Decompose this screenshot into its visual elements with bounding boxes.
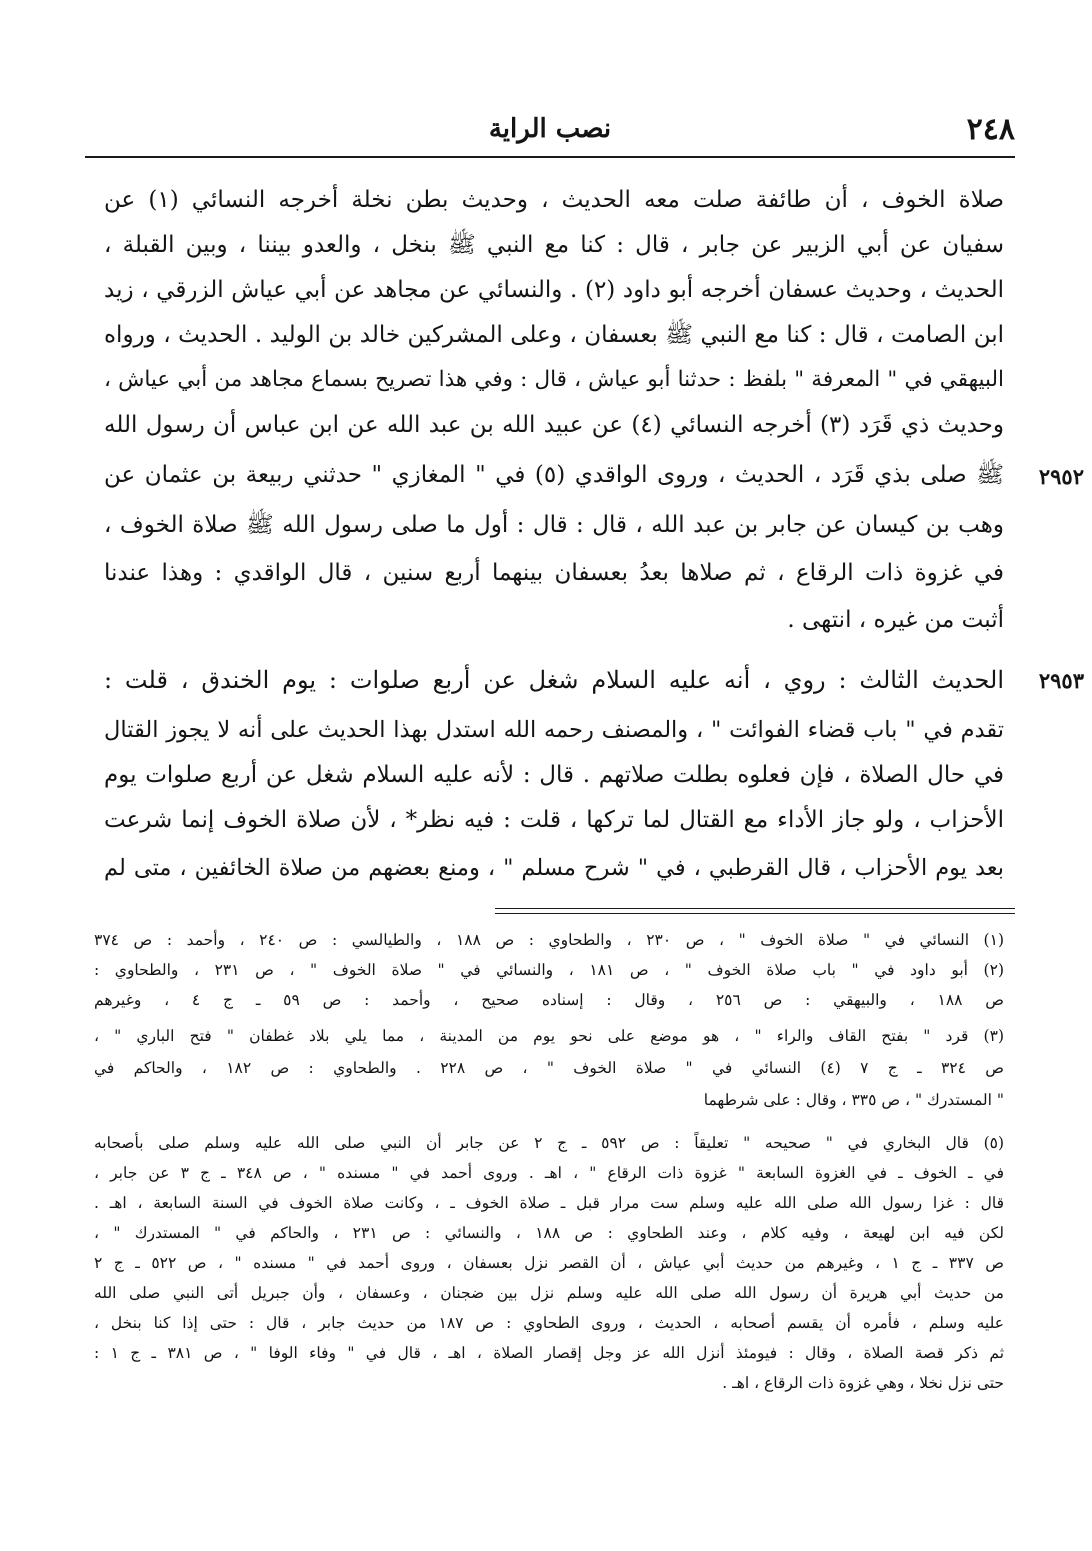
footnote-line: (٣) قرد " بفتح القاف والراء " ، هو موضع على نحو يوم من المدينة ، مما يلي بلاد غطفان " فتح الباري " ، [94,1027,1004,1045]
hadith-heading-line: الحديث الثالث : روي ، أنه عليه السلام شغل عن أربع صلوات : يوم الخندق ، قلت : [104,666,1004,694]
margin-number-2953: ٢٩٥٣ [1038,668,1084,693]
footnote-line: لكن فيه ابن لهيعة ، وفيه كلام ، وعند الطحاوي : ص ١٨٨ ، والنسائي : ص ٢٣١ ، والحاكم في " المستدرك " ، [94,1224,1004,1242]
hadith-line: في حال الصلاة ، فإن فعلوه بطلت صلاتهم . قال : لأنه عليه السلام شغل عن أربع صلوات يوم [104,762,1004,788]
hadith-line: بعد يوم الأحزاب ، قال القرطبي ، في " شرح مسلم " ، ومنع بعضهم من صلاة الخائفين ، متى لم [104,855,1004,881]
header-rule [85,156,1015,158]
footnote-line: ص ٣٢٤ ـ ج ٧ (٤) النسائي في " صلاة الخوف " ، ص ٢٢٨ . والطحاوي : ص ١٨٢ ، والحاكم في [94,1059,1004,1077]
footnote-line: (٢) أبو داود في " باب صلاة الخوف " ، ص ١٨١ ، والنسائي في " صلاة الخوف " ، ص ٢٣١ ، والطحاوي : [94,961,1004,979]
footnote-line: ص ٣٣٧ ـ ج ١ ، وغيرهم من حديث أبي عياش ، أن القصر نزل بعسفان ، وروى أحمد في " مسنده " ، ص ٥٢٢ ـ ج ٢ [94,1254,1004,1272]
body-line: وهب بن كيسان عن جابر بن عبد الله ، قال : قال : أول ما صلى رسول الله ﷺ صلاة الخوف ، [104,512,1004,538]
hadith-line: تقدم في " باب قضاء الفوائت " ، والمصنف رحمه الله استدل بهذا الحديث على أنه لا يجوز القتال [104,717,1004,743]
footnote-line: قال : غزا رسول الله صلى الله عليه وسلم ست مرار قبل ـ صلاة الخوف ـ ، وكانت صلاة الخوف في السنة السابعة ، اهـ . [94,1194,1004,1212]
hadith-line: الأحزاب ، ولو جاز الأداء مع القتال لما تركها ، قلت : فيه نظر* ، لأن صلاة الخوف إنما شرعت [104,807,1004,833]
footnote-line: (١) النسائي في " صلاة الخوف " ، ص ٢٣٠ ، والطحاوي : ص ١٨٨ ، والطيالسي : ص ٢٤٠ ، وأحمد : ص ٣٧٤ [94,931,1004,949]
body-line: سفيان عن أبي الزبير عن جابر ، قال : كنا مع النبي ﷺ بنخل ، والعدو بيننا ، وبين القبلة ، [104,232,1004,258]
body-line: وحديث ذي قَرَد (٣) أخرجه النسائي (٤) عن عبيد الله بن عبد الله عن ابن عباس أن رسول الله [104,412,1004,438]
footnote-line: في ـ الخوف ـ في الغزوة السابعة " غزوة ذات الرقاع " ، اهـ . وروى أحمد في " مسنده " ، ص ٣٤٨ ـ ج ٣ عن جابر ، [94,1164,1004,1182]
footnote-line: من حديث أبي هريرة أن رسول الله صلى الله عليه وسلم نزل بين ضجنان ، وعسفان ، وأن جبريل أتى النبي صلى الله [94,1284,1004,1302]
footnote-line: عليه وسلم ، فأمره أن يقسم أصحابه ، الحديث ، وروى الطحاوي : ص ١٨٧ من حديث جابر ، قال : حتى إذا كنا بنخل ، [94,1314,1004,1332]
body-line: أثبت من غيره ، انتهى . [787,607,1004,633]
footnote-line: حتى نزل نخلا ، وهي غزوة ذات الرقاع ، اهـ . [722,1374,1004,1392]
footnote-separator [495,908,1015,909]
footnote-line: ص ١٨٨ ، والبيهقي : ص ٢٥٦ ، وقال : إسناده صحيح ، وأحمد : ص ٥٩ ـ ج ٤ ، وغيرهم [94,991,1004,1009]
body-line: ﷺ صلى بذي قَرَد ، الحديث ، وروى الواقدي (٥) في " المغازي " حدثني ربيعة بن عثمان عن [104,462,1004,488]
page-number: ٢٤٨ [966,112,1015,147]
body-line: ابن الصامت ، قال : كنا مع النبي ﷺ بعسفان ، وعلى المشركين خالد بن الوليد . الحديث ، ورواه [104,322,1004,348]
footnote-line: (٥) قال البخاري في " صحيحه " تعليقاً : ص ٥٩٢ ـ ج ٢ عن جابر أن النبي صلى الله عليه وسلم صلى بأصحابه [94,1134,1004,1152]
book-title: نصب الراية [488,114,612,144]
footnote-separator-inner [495,913,1015,914]
footnote-line: " المستدرك " ، ص ٣٣٥ ، وقال : على شرطهما [703,1091,1004,1109]
footnote-line: ثم ذكر قصة الصلاة ، وقال : فيومئذ أنزل الله عز وجل إقصار الصلاة ، اهـ ، قال في " وفاء الوفا " ، ص ٣٨١ ـ ج ١ : [94,1344,1004,1362]
body-line: الحديث ، وحديث عسفان أخرجه أبو داود (٢) . والنسائي عن مجاهد عن أبي عياش الزرقي ، زيد [104,277,1004,303]
body-line: البيهقي في " المعرفة " بلفظ : حدثنا أبو عياش ، قال : وفي هذا تصريح بسماع مجاهد من أبي عياش ، [104,367,1004,392]
body-line: في غزوة ذات الرقاع ، ثم صلاها بعدُ بعسفان بينهما أربع سنين ، قال الواقدي : وهذا عندنا [104,560,1004,586]
page-header [85,112,1015,152]
body-line: صلاة الخوف ، أن طائفة صلت معه الحديث ، وحديث بطن نخلة أخرجه النسائي (١) عن [104,187,1004,213]
margin-number-2952: ٢٩٥٢ [1038,464,1084,489]
